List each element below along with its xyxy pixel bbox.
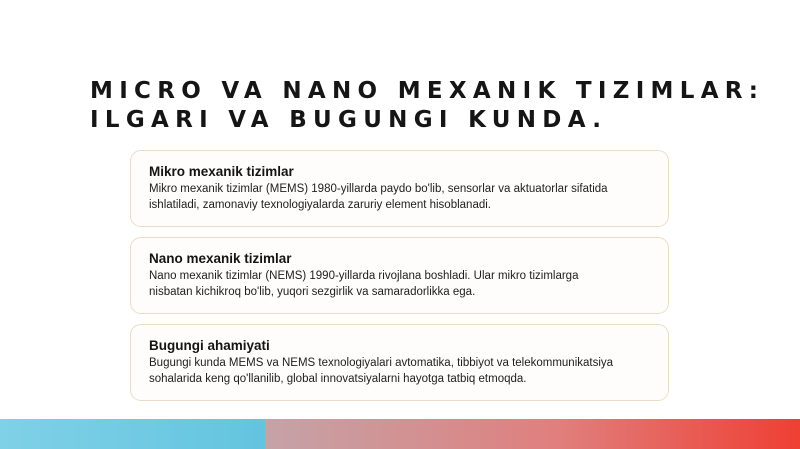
- card-text-line-1: Nano mexanik tizimlar (NEMS) 1990-yillarda rivojlana boshladi. Ular mikro tizimlarga: [149, 270, 579, 282]
- card-heading: Bugungi ahamiyati: [149, 338, 270, 353]
- card-text-line-1: Bugungi kunda MEMS va NEMS texnologiyalari avtomatika, tibbiyot va telekommunikatsiya: [149, 357, 614, 369]
- card-text-line-2: nisbatan kichikroq bo'lib, yuqori sezgirlik va samaradorlikka ega.: [149, 286, 476, 298]
- card-text-line-2: sohalarida keng qo'llanilib, global innovatsiyalarni hayotga tatbiq etmoqda.: [149, 373, 527, 385]
- card-text-line-1: Mikro mexanik tizimlar (MEMS) 1980-yillarda paydo bo'lib, sensorlar va aktuatorlar sifatida: [149, 183, 608, 195]
- slide-title-line-2: ILGARI VA BUGUNGI KUNDA.: [90, 107, 608, 133]
- footer-color-bar: [0, 419, 800, 449]
- card-mikro-mexanik-tizimlar: [130, 150, 669, 227]
- slide-title: [90, 77, 764, 135]
- slide-title-line-1: MICRO VA NANO MEXANIK TIZIMLAR:: [90, 78, 765, 104]
- card-text-line-2: ishlatiladi, zamonaviy texnologiyalarda zaruriy element hisoblanadi.: [149, 199, 491, 211]
- footer-bar-gradient-segment: [265, 419, 800, 449]
- card-heading: Nano mexanik tizimlar: [149, 251, 292, 266]
- card-nano-mexanik-tizimlar: [130, 237, 669, 314]
- card-bugungi-ahamiyati: [130, 324, 669, 401]
- footer-bar-blue-segment: [0, 419, 265, 449]
- card-heading: Mikro mexanik tizimlar: [149, 164, 294, 179]
